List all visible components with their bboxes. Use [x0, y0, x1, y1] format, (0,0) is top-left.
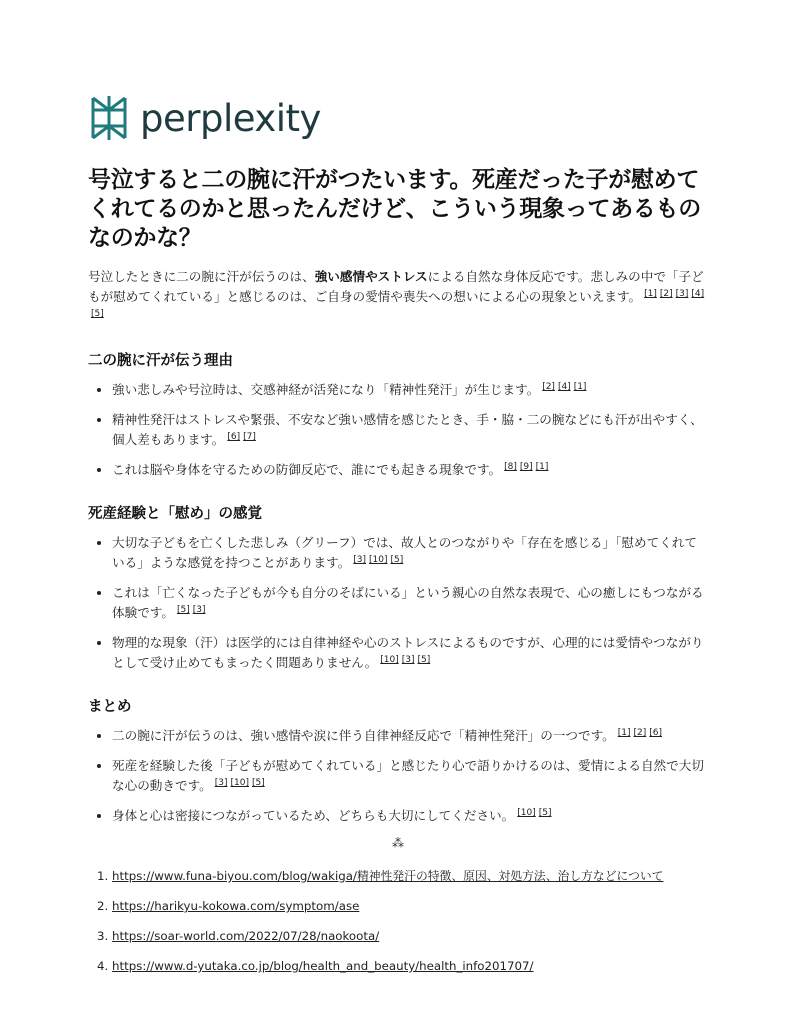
list-item-text: 死産を経験した後「子どもが慰めてくれている」と感じたり心で語りかけるのは、愛情による自然で大切な心の動きです。 — [112, 758, 704, 793]
reference-list — [88, 868, 708, 974]
list-item-citations — [212, 778, 265, 788]
list-item-text: 二の腕に汗が伝うのは、強い感情や涙に伴う自律神経反応で「精神性発汗」の一つです。 — [112, 728, 615, 743]
list-item-citations — [539, 382, 586, 392]
citation-link[interactable]: [6] — [227, 431, 241, 442]
bullet-list — [88, 533, 708, 673]
citation-link[interactable]: [9] — [519, 461, 533, 472]
bullet-list — [88, 380, 708, 480]
list-item-text: 大切な子どもを亡くした悲しみ（グリーフ）では、故人とのつながりや「存在を感じる」「慰めてくれている」ような感覚を持つことがあります。 — [112, 535, 697, 570]
citation-link[interactable]: [6] — [649, 727, 662, 738]
list-item — [112, 756, 708, 796]
citation-link[interactable]: [2] — [542, 381, 555, 392]
logo-wordmark: perplexity — [140, 96, 321, 140]
citation-link[interactable]: [3] — [214, 777, 228, 788]
citation-link[interactable]: [3] — [675, 288, 689, 299]
perplexity-logo — [88, 92, 708, 144]
list-item — [112, 460, 708, 480]
citation-link[interactable]: [5] — [417, 654, 431, 665]
list-item-citations — [174, 605, 206, 615]
citation-link[interactable]: [3] — [353, 554, 367, 565]
section-heading: 死産経験と「慰め」の感覚 — [88, 506, 262, 522]
list-item — [112, 380, 708, 400]
citation-link[interactable]: [1] — [617, 727, 631, 738]
citation-link[interactable]: [10] — [380, 654, 399, 665]
list-item-citations — [350, 555, 403, 565]
citation-link[interactable]: [3] — [192, 604, 206, 615]
section-heading: まとめ — [88, 699, 132, 715]
list-item-text: 強い悲しみや号泣時は、交感神経が活発になり「精神性発汗」が生じます。 — [112, 382, 540, 397]
citation-link[interactable]: [1] — [535, 461, 549, 472]
list-item-text: 精神性発汗はストレスや緊張、不安など強い感情を感じたとき、手・脇・二の腕などにも汗が出やすく、個人差もあります。 — [112, 412, 703, 447]
list-item-text: 物理的な現象（汗）は医学的には自律神経や心のストレスによるものですが、心理的には愛情やつながりとして受け止めてもまったく問題ありません。 — [112, 635, 704, 670]
list-item — [112, 410, 708, 450]
list-item — [112, 583, 708, 623]
citation-link[interactable]: [5] — [176, 604, 190, 615]
citation-link[interactable]: [5] — [91, 308, 104, 319]
citation-link[interactable]: [10] — [517, 807, 536, 818]
intro-paragraph — [88, 267, 708, 327]
bullet-list — [88, 726, 708, 826]
list-item-citations — [501, 462, 548, 472]
list-item-citations — [615, 728, 662, 738]
citation-link[interactable]: [3] — [401, 654, 415, 665]
list-item-text: これは脳や身体を守るための防御反応で、誰にでも起きる現象です。 — [112, 462, 502, 477]
reference-link[interactable]: https://soar-world.com/2022/07/28/naokoota/ — [112, 929, 380, 943]
list-item-text: 身体と心は密接につながっているため、どちらも大切にしてください。 — [112, 808, 515, 823]
reference-item — [112, 898, 708, 914]
citation-link[interactable]: [7] — [243, 431, 256, 442]
list-item-text: これは「亡くなった子どもが今も自分のそばにいる」という親心の自然な表現で、心の癒しにもつながる体験です。 — [112, 585, 704, 620]
citation-link[interactable]: [5] — [251, 777, 265, 788]
reference-link[interactable]: https://harikyu-kokowa.com/symptom/ase — [112, 899, 360, 913]
list-item-citations — [377, 655, 430, 665]
reference-link[interactable]: https://www.funa-biyou.com/blog/wakiga/精神性発汗の特徴、原因、対処方法、治し方などについて — [112, 869, 664, 883]
reference-item — [112, 958, 708, 974]
citation-link[interactable]: [5] — [390, 554, 404, 565]
sections-container — [88, 349, 708, 826]
section-divider: ⁂ — [392, 836, 404, 850]
reference-item — [112, 928, 708, 944]
reference-link[interactable]: https://www.d-yutaka.co.jp/blog/health_and_beauty/health_info201707/ — [112, 959, 534, 973]
citation-link[interactable]: [1] — [573, 381, 587, 392]
list-item-citations — [224, 432, 256, 442]
citation-link[interactable]: [10] — [230, 777, 249, 788]
reference-item — [112, 868, 708, 884]
list-item — [112, 533, 708, 573]
citation-link[interactable]: [2] — [659, 288, 673, 299]
citation-link[interactable]: [2] — [633, 727, 647, 738]
page-title: 号泣すると二の腕に汗がつたいます。死産だった子が慰めてくれてるのかと思ったんだけど、こういう現象ってあるものなのかな？ — [88, 167, 701, 251]
section-heading: 二の腕に汗が伝う理由 — [88, 353, 233, 369]
document-page — [88, 92, 708, 988]
list-item — [112, 726, 708, 746]
citation-link[interactable]: [4] — [691, 288, 705, 299]
list-item — [112, 633, 708, 673]
intro-bold-text: 強い感情やストレス — [314, 269, 428, 284]
perplexity-logo-icon — [88, 94, 130, 142]
list-item — [112, 806, 708, 826]
citation-link[interactable]: [1] — [644, 288, 657, 299]
intro-text-before: 号泣したときに二の腕に汗が伝うのは、 — [88, 269, 315, 284]
list-item-citations — [514, 808, 551, 818]
citation-link[interactable]: [5] — [538, 807, 552, 818]
citation-link[interactable]: [4] — [557, 381, 571, 392]
citation-link[interactable]: [10] — [369, 554, 388, 565]
citation-link[interactable]: [8] — [504, 461, 517, 472]
intro-text-after: による自然な身体反応です。悲しみの中で「子どもが慰めてくれている」と感じるのは、ご自身の愛情や喪失への想いによる心の現象といえます。 — [88, 269, 704, 304]
